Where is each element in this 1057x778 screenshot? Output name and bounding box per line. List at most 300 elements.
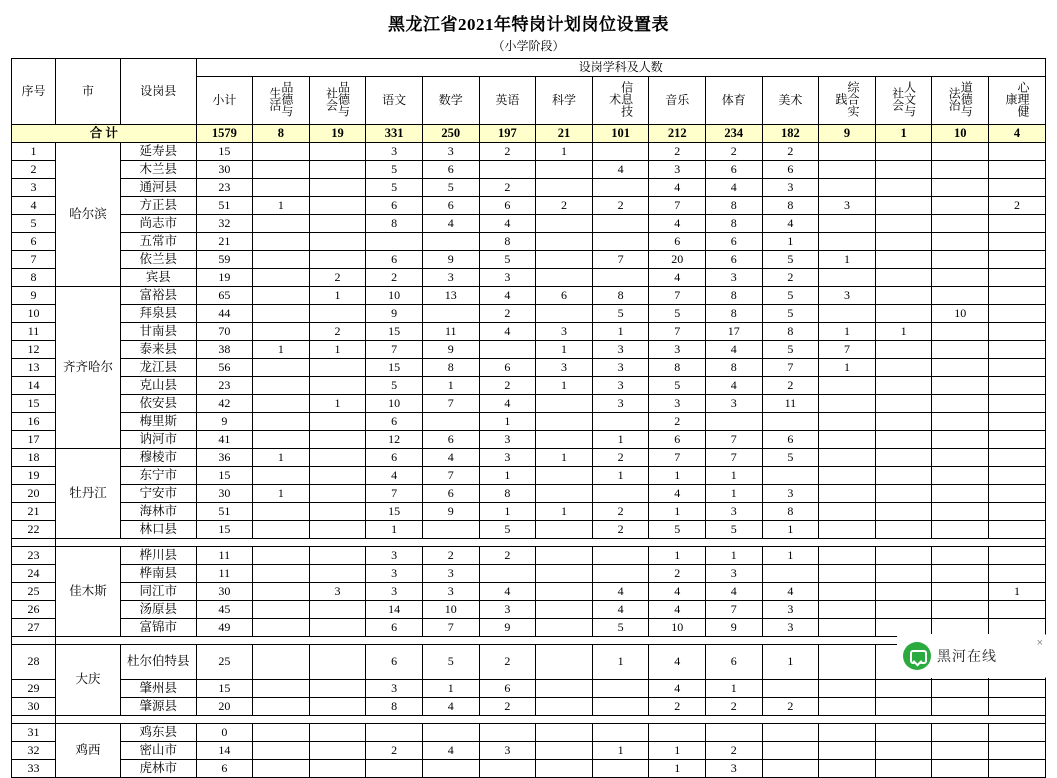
- total-value-2: 19: [309, 124, 366, 142]
- cell-value-8: 2: [649, 412, 706, 430]
- cell-value-0: 41: [196, 430, 253, 448]
- cell-value-9: 7: [706, 600, 763, 618]
- cell-value-13: [932, 376, 989, 394]
- cell-value-3: 5: [366, 178, 423, 196]
- close-icon[interactable]: ×: [1036, 637, 1043, 649]
- cell-value-11: [819, 679, 876, 697]
- table-row: [12, 340, 1046, 358]
- cell-value-5: [479, 723, 536, 741]
- cell-value-4: 11: [422, 322, 479, 340]
- cell-value-4: 10: [422, 600, 479, 618]
- cell-value-7: [592, 142, 649, 160]
- cell-value-2: 1: [309, 340, 366, 358]
- cell-value-10: 3: [762, 618, 819, 636]
- cell-value-10: 4: [762, 582, 819, 600]
- cell-value-9: 6: [706, 250, 763, 268]
- cell-value-14: [989, 448, 1046, 466]
- cell-value-7: [592, 723, 649, 741]
- cell-value-2: 2: [309, 322, 366, 340]
- cell-value-2: [309, 502, 366, 520]
- cell-value-2: [309, 618, 366, 636]
- cell-value-9: 2: [706, 697, 763, 715]
- cell-value-13: [932, 142, 989, 160]
- cell-value-11: [819, 412, 876, 430]
- cell-value-11: [819, 178, 876, 196]
- cell-value-6: [536, 214, 593, 232]
- cell-value-13: [932, 697, 989, 715]
- cell-value-0: 21: [196, 232, 253, 250]
- cell-value-4: 3: [422, 142, 479, 160]
- cell-seq: 13: [12, 358, 56, 376]
- cell-value-1: [253, 723, 310, 741]
- cell-value-13: [932, 412, 989, 430]
- cell-value-1: [253, 178, 310, 196]
- cell-value-6: 2: [536, 196, 593, 214]
- cell-value-0: 49: [196, 618, 253, 636]
- cell-value-1: [253, 644, 310, 679]
- cell-value-2: [309, 564, 366, 582]
- cell-value-9: 8: [706, 196, 763, 214]
- header-subject-6: 科学: [536, 77, 593, 125]
- cell-value-14: [989, 340, 1046, 358]
- cell-value-12: [875, 679, 932, 697]
- header-subject-14: 心理健康: [989, 77, 1046, 125]
- cell-value-4: 2: [422, 546, 479, 564]
- cell-value-1: [253, 394, 310, 412]
- cell-value-5: 8: [479, 232, 536, 250]
- cell-value-12: [875, 214, 932, 232]
- cell-value-1: [253, 741, 310, 759]
- cell-value-10: 6: [762, 430, 819, 448]
- cell-value-0: 56: [196, 358, 253, 376]
- cell-value-6: [536, 412, 593, 430]
- cell-value-7: 3: [592, 358, 649, 376]
- cell-value-1: [253, 679, 310, 697]
- cell-value-12: [875, 502, 932, 520]
- cell-value-0: 32: [196, 214, 253, 232]
- table-row: [12, 358, 1046, 376]
- cell-value-8: 4: [649, 644, 706, 679]
- total-row: [12, 124, 1046, 142]
- post-allocation-table: [11, 58, 1046, 778]
- cell-county: 依兰县: [121, 250, 196, 268]
- cell-value-7: 7: [592, 250, 649, 268]
- cell-value-12: [875, 520, 932, 538]
- cell-value-14: [989, 502, 1046, 520]
- cell-value-11: [819, 430, 876, 448]
- cell-value-12: [875, 376, 932, 394]
- table-row: [12, 214, 1046, 232]
- cell-value-9: 1: [706, 466, 763, 484]
- cell-value-10: 1: [762, 546, 819, 564]
- cell-value-13: [932, 394, 989, 412]
- cell-value-3: 8: [366, 214, 423, 232]
- cell-value-13: [932, 448, 989, 466]
- cell-value-2: [309, 214, 366, 232]
- cell-value-7: [592, 268, 649, 286]
- cell-value-8: [649, 723, 706, 741]
- cell-county: 富裕县: [121, 286, 196, 304]
- cell-value-6: 3: [536, 322, 593, 340]
- cell-value-2: [309, 448, 366, 466]
- total-value-11: 9: [819, 124, 876, 142]
- cell-value-6: [536, 741, 593, 759]
- cell-county: 宁安市: [121, 484, 196, 502]
- cell-value-13: [932, 679, 989, 697]
- cell-value-2: [309, 250, 366, 268]
- cell-value-3: 6: [366, 618, 423, 636]
- cell-value-3: 6: [366, 448, 423, 466]
- cell-value-5: 6: [479, 196, 536, 214]
- cell-value-9: 3: [706, 268, 763, 286]
- cell-value-6: [536, 600, 593, 618]
- table-row: [12, 697, 1046, 715]
- cell-county: 桦川县: [121, 546, 196, 564]
- cell-value-3: 9: [366, 304, 423, 322]
- cell-value-3: 6: [366, 644, 423, 679]
- cell-value-14: [989, 160, 1046, 178]
- cell-value-13: [932, 160, 989, 178]
- divider-cell: [12, 715, 56, 723]
- cell-value-4: 6: [422, 160, 479, 178]
- cell-value-0: 45: [196, 600, 253, 618]
- cell-value-11: 1: [819, 358, 876, 376]
- cell-value-8: 7: [649, 448, 706, 466]
- header-subject-3: 语文: [366, 77, 423, 125]
- cell-seq: 24: [12, 564, 56, 582]
- divider-cell: [56, 715, 1046, 723]
- table-row: [12, 484, 1046, 502]
- cell-value-7: 1: [592, 430, 649, 448]
- cell-value-6: [536, 618, 593, 636]
- cell-value-7: 2: [592, 502, 649, 520]
- cell-seq: 12: [12, 340, 56, 358]
- table-row: [12, 644, 1046, 679]
- cell-value-6: [536, 430, 593, 448]
- cell-value-4: 4: [422, 214, 479, 232]
- cell-value-14: [989, 376, 1046, 394]
- cell-value-4: [422, 723, 479, 741]
- cell-value-11: [819, 520, 876, 538]
- cell-value-0: 70: [196, 322, 253, 340]
- cell-value-3: 3: [366, 582, 423, 600]
- total-value-0: 1579: [196, 124, 253, 142]
- cell-value-9: 2: [706, 142, 763, 160]
- cell-value-4: 5: [422, 178, 479, 196]
- total-value-14: 4: [989, 124, 1046, 142]
- cell-value-13: [932, 466, 989, 484]
- cell-value-10: 1: [762, 520, 819, 538]
- cell-value-1: 1: [253, 448, 310, 466]
- cell-value-14: [989, 430, 1046, 448]
- cell-county: 讷河市: [121, 430, 196, 448]
- cell-seq: 9: [12, 286, 56, 304]
- cell-seq: 8: [12, 268, 56, 286]
- cell-value-8: 5: [649, 304, 706, 322]
- cell-seq: 23: [12, 546, 56, 564]
- cell-value-3: 5: [366, 160, 423, 178]
- cell-value-0: 30: [196, 582, 253, 600]
- cell-value-8: 4: [649, 214, 706, 232]
- total-value-10: 182: [762, 124, 819, 142]
- cell-value-0: 11: [196, 564, 253, 582]
- cell-value-9: 7: [706, 448, 763, 466]
- cell-value-9: 6: [706, 232, 763, 250]
- cell-value-8: 4: [649, 178, 706, 196]
- cell-city: 牡丹江: [56, 448, 121, 538]
- cell-value-10: [762, 466, 819, 484]
- cell-value-7: [592, 759, 649, 777]
- cell-value-1: [253, 412, 310, 430]
- cell-seq: 22: [12, 520, 56, 538]
- cell-value-7: 1: [592, 741, 649, 759]
- cell-value-4: 6: [422, 430, 479, 448]
- cell-value-4: 3: [422, 564, 479, 582]
- table-row: [12, 564, 1046, 582]
- cell-seq: 6: [12, 232, 56, 250]
- header-subject-10: 美术: [762, 77, 819, 125]
- cell-value-10: [762, 564, 819, 582]
- cell-value-11: 1: [819, 250, 876, 268]
- table-row: [12, 160, 1046, 178]
- cell-value-6: [536, 466, 593, 484]
- cell-county: 依安县: [121, 394, 196, 412]
- cell-value-14: [989, 142, 1046, 160]
- cell-value-4: 8: [422, 358, 479, 376]
- cell-value-14: [989, 214, 1046, 232]
- cell-value-14: [989, 679, 1046, 697]
- cell-value-6: [536, 564, 593, 582]
- cell-value-8: 2: [649, 564, 706, 582]
- cell-value-14: [989, 232, 1046, 250]
- cell-seq: 2: [12, 160, 56, 178]
- cell-value-2: [309, 232, 366, 250]
- table-row: [12, 466, 1046, 484]
- header-seq: 序号: [12, 59, 56, 125]
- cell-value-14: [989, 412, 1046, 430]
- cell-value-3: 2: [366, 741, 423, 759]
- cell-value-11: [819, 214, 876, 232]
- cell-value-13: [932, 546, 989, 564]
- cell-value-6: [536, 160, 593, 178]
- cell-city: 大庆: [56, 644, 121, 715]
- cell-value-9: 7: [706, 430, 763, 448]
- cell-value-6: [536, 484, 593, 502]
- cell-value-1: [253, 502, 310, 520]
- cell-value-6: [536, 178, 593, 196]
- table-row: [12, 196, 1046, 214]
- cell-value-9: 8: [706, 304, 763, 322]
- cell-value-11: [819, 448, 876, 466]
- table-row: [12, 759, 1046, 777]
- cell-value-10: [762, 723, 819, 741]
- cell-value-0: 51: [196, 502, 253, 520]
- cell-value-14: [989, 600, 1046, 618]
- cell-value-12: [875, 448, 932, 466]
- cell-value-0: 9: [196, 412, 253, 430]
- cell-seq: 7: [12, 250, 56, 268]
- cell-value-10: 5: [762, 250, 819, 268]
- cell-value-3: 6: [366, 196, 423, 214]
- cell-seq: 30: [12, 697, 56, 715]
- cell-county: 肇源县: [121, 697, 196, 715]
- cell-value-13: [932, 723, 989, 741]
- cell-value-3: 3: [366, 546, 423, 564]
- cell-value-0: 19: [196, 268, 253, 286]
- cell-value-0: 30: [196, 160, 253, 178]
- cell-value-10: 3: [762, 178, 819, 196]
- cell-value-9: [706, 412, 763, 430]
- cell-value-2: [309, 160, 366, 178]
- cell-value-14: [989, 358, 1046, 376]
- section-divider: [12, 538, 1046, 546]
- cell-value-2: [309, 196, 366, 214]
- cell-value-7: 3: [592, 394, 649, 412]
- cell-value-7: [592, 697, 649, 715]
- cell-value-12: [875, 340, 932, 358]
- cell-county: 泰来县: [121, 340, 196, 358]
- cell-value-3: 1: [366, 520, 423, 538]
- cell-value-4: 6: [422, 484, 479, 502]
- cell-value-2: [309, 484, 366, 502]
- cell-value-9: 8: [706, 286, 763, 304]
- cell-value-13: [932, 502, 989, 520]
- cell-value-5: 2: [479, 142, 536, 160]
- cell-value-8: 5: [649, 520, 706, 538]
- cell-value-1: [253, 322, 310, 340]
- cell-value-4: [422, 412, 479, 430]
- header-subject-1: 品德与生活: [253, 77, 310, 125]
- cell-value-9: 1: [706, 679, 763, 697]
- cell-value-10: 8: [762, 196, 819, 214]
- cell-value-14: [989, 564, 1046, 582]
- table-row: [12, 448, 1046, 466]
- cell-value-0: 42: [196, 394, 253, 412]
- divider-cell: [56, 538, 1046, 546]
- table-row: [12, 412, 1046, 430]
- cell-value-14: [989, 322, 1046, 340]
- cell-value-6: 1: [536, 448, 593, 466]
- cell-seq: 19: [12, 466, 56, 484]
- cell-county: 木兰县: [121, 160, 196, 178]
- cell-value-8: 1: [649, 502, 706, 520]
- cell-value-7: 2: [592, 520, 649, 538]
- cell-value-5: 2: [479, 546, 536, 564]
- cell-value-8: 8: [649, 358, 706, 376]
- cell-value-4: 6: [422, 196, 479, 214]
- cell-value-2: [309, 520, 366, 538]
- total-value-4: 250: [422, 124, 479, 142]
- cell-value-11: [819, 142, 876, 160]
- cell-value-1: [253, 268, 310, 286]
- cell-value-12: [875, 484, 932, 502]
- cell-value-3: 15: [366, 502, 423, 520]
- cell-seq: 32: [12, 741, 56, 759]
- cell-value-10: [762, 759, 819, 777]
- cell-value-4: 13: [422, 286, 479, 304]
- cell-value-4: 5: [422, 644, 479, 679]
- cell-value-2: [309, 741, 366, 759]
- cell-value-2: 1: [309, 286, 366, 304]
- cell-value-6: 6: [536, 286, 593, 304]
- cell-value-11: 3: [819, 196, 876, 214]
- cell-value-12: [875, 394, 932, 412]
- cell-value-1: [253, 142, 310, 160]
- cell-value-13: [932, 600, 989, 618]
- total-value-3: 331: [366, 124, 423, 142]
- cell-value-5: 5: [479, 520, 536, 538]
- cell-value-5: 3: [479, 448, 536, 466]
- total-value-13: 10: [932, 124, 989, 142]
- cell-value-2: [309, 358, 366, 376]
- cell-value-5: 3: [479, 430, 536, 448]
- cell-value-5: [479, 340, 536, 358]
- cell-value-1: [253, 304, 310, 322]
- cell-value-4: 1: [422, 376, 479, 394]
- cell-value-8: 7: [649, 196, 706, 214]
- cell-value-13: [932, 232, 989, 250]
- cell-value-11: 7: [819, 340, 876, 358]
- cell-value-13: [932, 322, 989, 340]
- cell-value-0: 51: [196, 196, 253, 214]
- cell-value-12: [875, 430, 932, 448]
- cell-value-13: [932, 564, 989, 582]
- cell-value-6: 1: [536, 340, 593, 358]
- table-row: [12, 232, 1046, 250]
- header-subject-9: 体育: [706, 77, 763, 125]
- cell-value-0: 44: [196, 304, 253, 322]
- cell-value-5: 2: [479, 697, 536, 715]
- cell-value-3: 4: [366, 466, 423, 484]
- cell-value-2: [309, 697, 366, 715]
- cell-value-10: 5: [762, 448, 819, 466]
- wechat-logo-icon: [903, 642, 931, 670]
- cell-value-14: [989, 759, 1046, 777]
- cell-county: 甘南县: [121, 322, 196, 340]
- cell-value-3: 8: [366, 697, 423, 715]
- cell-value-6: [536, 250, 593, 268]
- cell-value-7: [592, 178, 649, 196]
- cell-value-13: [932, 520, 989, 538]
- cell-value-13: [932, 759, 989, 777]
- cell-value-0: 36: [196, 448, 253, 466]
- cell-value-13: [932, 196, 989, 214]
- cell-value-6: [536, 723, 593, 741]
- cell-county: 富锦市: [121, 618, 196, 636]
- header-subject-8: 音乐: [649, 77, 706, 125]
- cell-value-6: [536, 759, 593, 777]
- cell-value-1: [253, 466, 310, 484]
- cell-value-7: [592, 232, 649, 250]
- cell-value-4: 9: [422, 250, 479, 268]
- cell-value-2: 3: [309, 582, 366, 600]
- cell-value-12: [875, 600, 932, 618]
- cell-value-3: 6: [366, 412, 423, 430]
- cell-value-1: [253, 286, 310, 304]
- cell-value-10: 3: [762, 484, 819, 502]
- watermark-badge: [897, 634, 1047, 678]
- cell-seq: 16: [12, 412, 56, 430]
- cell-value-4: 9: [422, 502, 479, 520]
- cell-value-12: [875, 142, 932, 160]
- table-row: [12, 618, 1046, 636]
- cell-county: 汤原县: [121, 600, 196, 618]
- cell-value-10: 5: [762, 340, 819, 358]
- table-row: [12, 582, 1046, 600]
- cell-value-6: 3: [536, 358, 593, 376]
- cell-value-6: [536, 304, 593, 322]
- cell-county: 东宁市: [121, 466, 196, 484]
